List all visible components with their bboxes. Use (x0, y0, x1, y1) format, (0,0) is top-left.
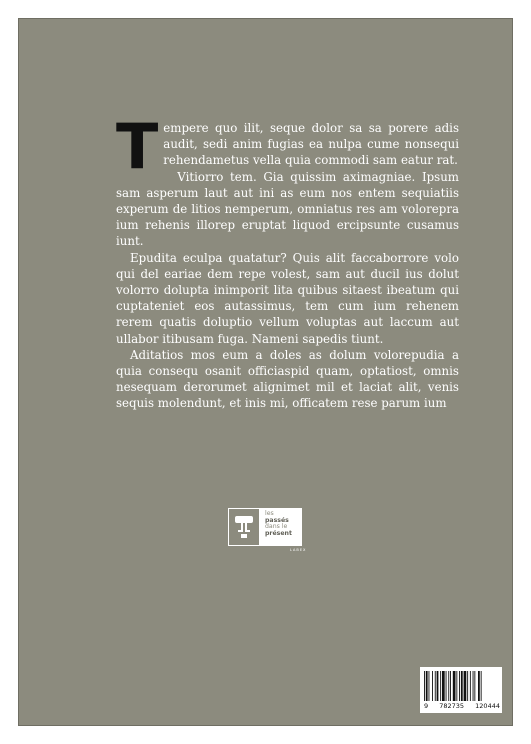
logo-subline: LABEX (290, 548, 307, 552)
back-cover (18, 18, 513, 726)
barcode-number (424, 702, 500, 710)
paragraph-4: Aditatios mos eum a doles as dolum volorepudia a quia consequ osanit officiaspid quam, optatiost, omnis nesequam derorumet alignimet mil et laciat alit, venis sequis molendunt, et inis mi, officatem rese parum ium (116, 347, 459, 411)
logo-wordmark (260, 508, 302, 546)
paragraph-1-text: empere quo ilit, seque dolor sa sa porere adis audit, sedi anim fugias ea nulpa cume nonsequi rehendametus vella quia commodi sam eatur rat. (163, 121, 459, 168)
paragraph-3: Epudita eculpa quatatur? Quis alit faccaborrore volo qui del eariae dem repe volest, sam aut ducil ius dolut volorro dolupta inimporit lita quibus sitaest ibeatum qui cuptateniet eos autassimus, tem cum ium rehenem rerem quatis doluptio vellum voluptas aut laccum aut ullabor itibusam fuga. Nameni sapedis tiunt. (116, 250, 459, 346)
barcode-bars (424, 671, 498, 701)
body-text (116, 110, 459, 412)
barcode-digit-group-2: 782735 (439, 702, 465, 710)
isbn-barcode (420, 667, 502, 713)
logo-line-4: présent (265, 529, 292, 537)
logo-line-3: dans le (265, 523, 288, 531)
logo-line-1: les (265, 510, 274, 517)
column-capital-icon (228, 508, 260, 546)
logo-line-2: passés (265, 516, 289, 524)
drop-cap: T (116, 110, 159, 183)
barcode-digit-group-1: 9 (424, 702, 429, 710)
publisher-logo (228, 508, 302, 550)
paragraph-2: Vitiorro tem. Gia quissim aximagniae. Ipsum sam asperum laut aut ini as eum nos entem sequiatiis experum de litios nemperum, omniatus res am volorepra ium rehenis illorep eruptat liquod ercipsunte cusamus iunt. (116, 169, 459, 249)
barcode-digit-group-3: 120444 (475, 702, 500, 710)
paragraph-1 (116, 110, 459, 183)
